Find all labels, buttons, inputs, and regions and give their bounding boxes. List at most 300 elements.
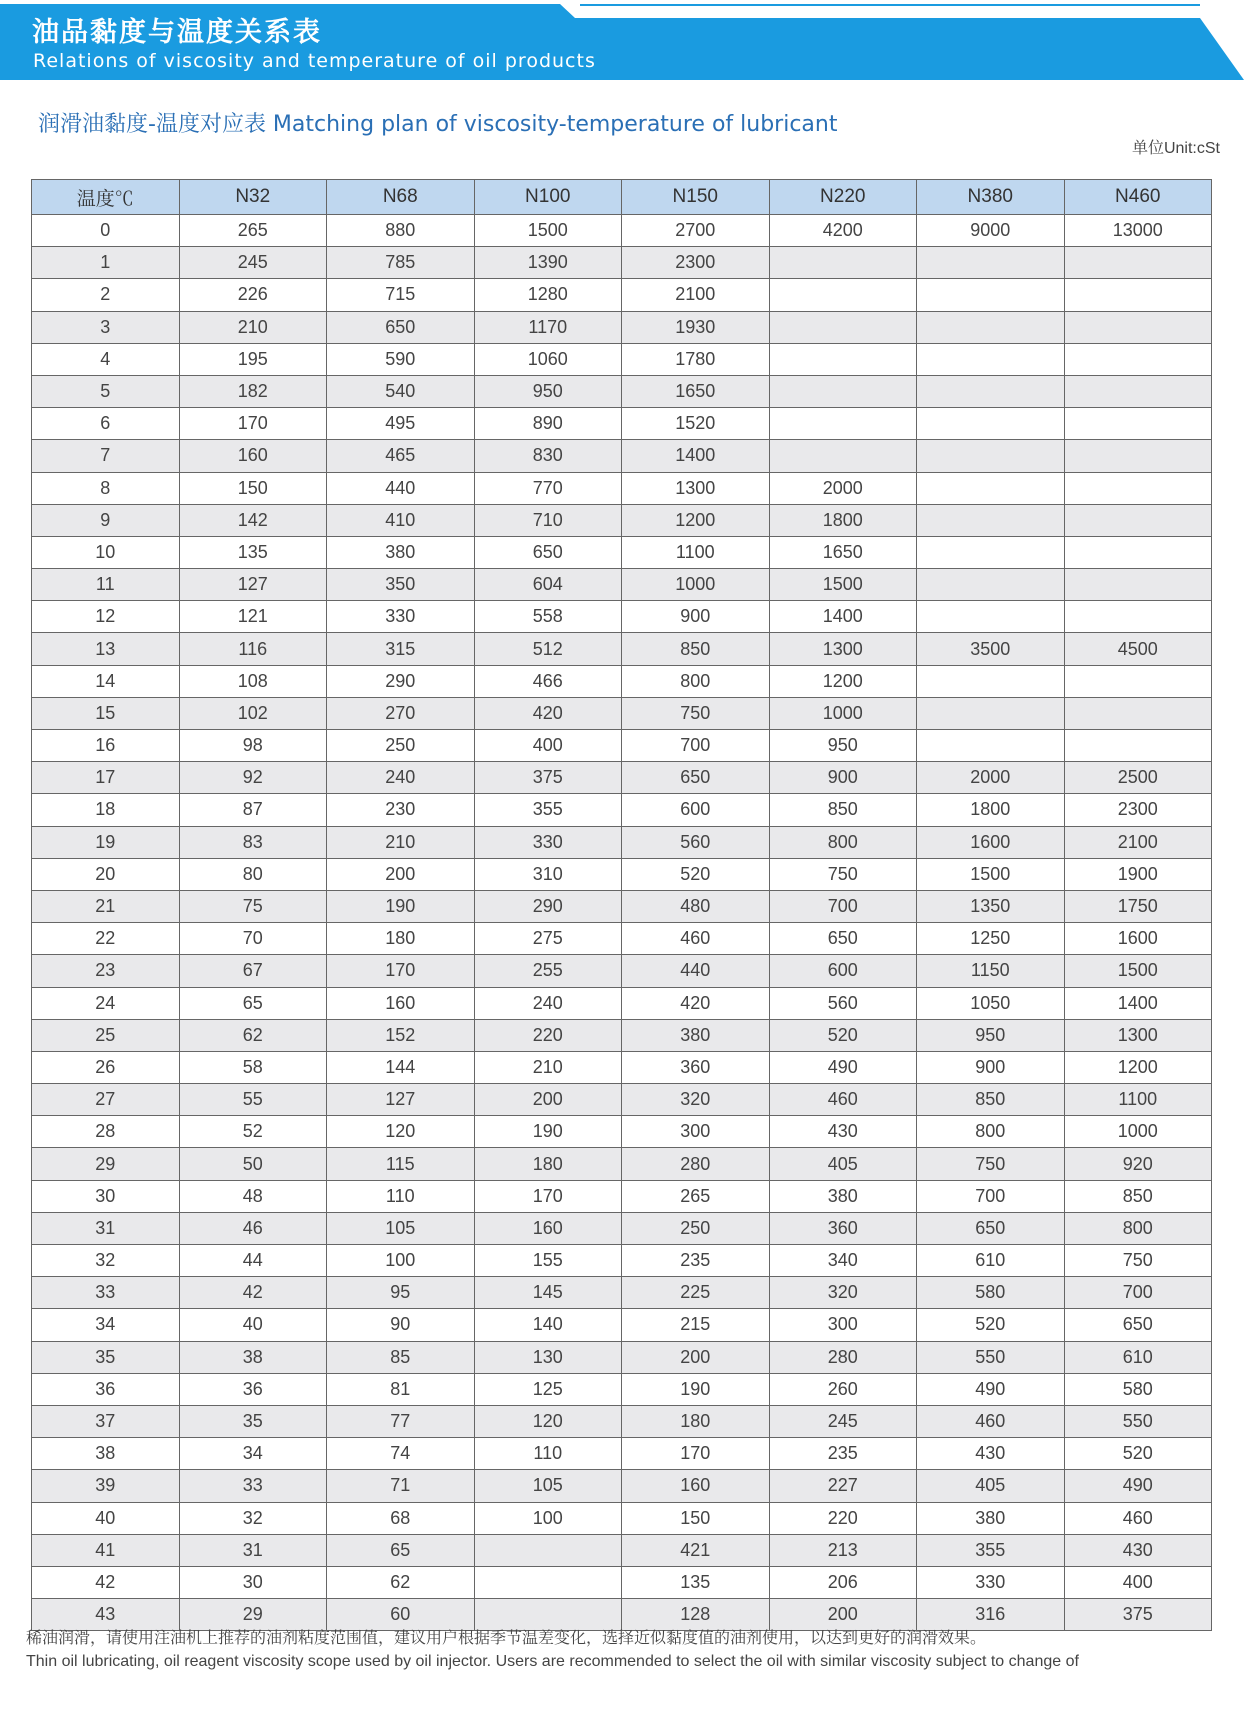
table-row: [32, 1148, 1212, 1180]
viscosity-cell: 150: [622, 1502, 770, 1534]
viscosity-cell: 80: [179, 858, 327, 890]
viscosity-cell: 300: [622, 1116, 770, 1148]
viscosity-cell: 1200: [622, 504, 770, 536]
viscosity-cell: 315: [327, 633, 475, 665]
viscosity-cell: [917, 697, 1065, 729]
viscosity-cell: 604: [474, 569, 622, 601]
viscosity-cell: 490: [769, 1051, 917, 1083]
viscosity-cell: 785: [327, 247, 475, 279]
temperature-cell: 31: [32, 1212, 180, 1244]
viscosity-cell: 495: [327, 408, 475, 440]
table-row: [32, 569, 1212, 601]
viscosity-cell: 105: [327, 1212, 475, 1244]
viscosity-cell: 480: [622, 890, 770, 922]
viscosity-cell: 127: [327, 1084, 475, 1116]
viscosity-cell: 98: [179, 730, 327, 762]
header-banner: [0, 0, 1250, 80]
table-row: [32, 343, 1212, 375]
viscosity-cell: 880: [327, 215, 475, 247]
viscosity-cell: 226: [179, 279, 327, 311]
viscosity-cell: 1060: [474, 343, 622, 375]
table-row: [32, 987, 1212, 1019]
viscosity-cell: 38: [179, 1341, 327, 1373]
viscosity-cell: 558: [474, 601, 622, 633]
table-row: [32, 794, 1212, 826]
viscosity-cell: 105: [474, 1470, 622, 1502]
viscosity-cell: 1400: [622, 440, 770, 472]
viscosity-cell: [917, 665, 1065, 697]
viscosity-cell: 1000: [622, 569, 770, 601]
table-row: [32, 1309, 1212, 1341]
viscosity-cell: 465: [327, 440, 475, 472]
viscosity-cell: 1250: [917, 923, 1065, 955]
viscosity-cell: 750: [917, 1148, 1065, 1180]
column-header: N32: [179, 180, 327, 215]
viscosity-cell: 490: [1064, 1470, 1212, 1502]
viscosity-cell: 71: [327, 1470, 475, 1502]
viscosity-cell: 2000: [769, 472, 917, 504]
viscosity-cell: 160: [179, 440, 327, 472]
viscosity-cell: 380: [327, 536, 475, 568]
viscosity-cell: 320: [622, 1084, 770, 1116]
viscosity-cell: 245: [769, 1405, 917, 1437]
column-header: 温度℃: [32, 180, 180, 215]
viscosity-cell: 220: [474, 1019, 622, 1051]
viscosity-cell: 460: [917, 1405, 1065, 1437]
viscosity-cell: 300: [769, 1309, 917, 1341]
viscosity-cell: 44: [179, 1245, 327, 1277]
viscosity-cell: 405: [917, 1470, 1065, 1502]
viscosity-cell: 580: [1064, 1373, 1212, 1405]
viscosity-cell: 405: [769, 1148, 917, 1180]
viscosity-cell: 420: [622, 987, 770, 1019]
viscosity-cell: [1064, 279, 1212, 311]
viscosity-cell: 13000: [1064, 215, 1212, 247]
viscosity-cell: 1600: [1064, 923, 1212, 955]
viscosity-cell: 77: [327, 1405, 475, 1437]
temperature-cell: 7: [32, 440, 180, 472]
viscosity-cell: 520: [622, 858, 770, 890]
viscosity-cell: 65: [327, 1534, 475, 1566]
column-header: N68: [327, 180, 475, 215]
viscosity-cell: 210: [327, 826, 475, 858]
temperature-cell: 16: [32, 730, 180, 762]
viscosity-cell: 1930: [622, 311, 770, 343]
viscosity-cell: [1064, 569, 1212, 601]
viscosity-cell: 700: [1064, 1277, 1212, 1309]
viscosity-cell: [769, 279, 917, 311]
table-row: [32, 1470, 1212, 1502]
viscosity-cell: 715: [327, 279, 475, 311]
unit-label: 单位Unit:cSt: [1131, 140, 1220, 157]
viscosity-cell: 100: [327, 1245, 475, 1277]
viscosity-cell: 490: [917, 1373, 1065, 1405]
viscosity-cell: 710: [474, 504, 622, 536]
viscosity-cell: 800: [769, 826, 917, 858]
temperature-cell: 29: [32, 1148, 180, 1180]
viscosity-cell: 330: [327, 601, 475, 633]
viscosity-cell: 265: [179, 215, 327, 247]
viscosity-cell: 170: [179, 408, 327, 440]
viscosity-cell: 1800: [769, 504, 917, 536]
viscosity-cell: 170: [474, 1180, 622, 1212]
viscosity-cell: 265: [622, 1180, 770, 1212]
banner-title-zh: 油品黏度与温度关系表: [32, 17, 322, 48]
viscosity-cell: [769, 311, 917, 343]
viscosity-cell: 128: [622, 1599, 770, 1631]
viscosity-cell: 750: [1064, 1245, 1212, 1277]
temperature-cell: 35: [32, 1341, 180, 1373]
viscosity-cell: 950: [474, 375, 622, 407]
viscosity-cell: 67: [179, 955, 327, 987]
banner-title-en: Relations of viscosity and temperature of oil products: [33, 50, 596, 72]
temperature-cell: 18: [32, 794, 180, 826]
temperature-cell: 22: [32, 923, 180, 955]
viscosity-cell: 31: [179, 1534, 327, 1566]
table-row: [32, 1084, 1212, 1116]
viscosity-cell: 316: [917, 1599, 1065, 1631]
viscosity-cell: 235: [769, 1438, 917, 1470]
temperature-cell: 43: [32, 1599, 180, 1631]
viscosity-cell: 375: [474, 762, 622, 794]
viscosity-cell: 950: [917, 1019, 1065, 1051]
viscosity-cell: 81: [327, 1373, 475, 1405]
viscosity-cell: [1064, 665, 1212, 697]
viscosity-cell: [1064, 730, 1212, 762]
viscosity-cell: 200: [769, 1599, 917, 1631]
viscosity-cell: 115: [327, 1148, 475, 1180]
viscosity-cell: [917, 536, 1065, 568]
viscosity-cell: [917, 408, 1065, 440]
temperature-cell: 26: [32, 1051, 180, 1083]
temperature-cell: 14: [32, 665, 180, 697]
temperature-cell: 6: [32, 408, 180, 440]
viscosity-cell: 400: [474, 730, 622, 762]
table-row: [32, 601, 1212, 633]
viscosity-cell: 227: [769, 1470, 917, 1502]
viscosity-cell: 460: [622, 923, 770, 955]
viscosity-cell: [917, 472, 1065, 504]
viscosity-cell: [1064, 472, 1212, 504]
viscosity-cell: 34: [179, 1438, 327, 1470]
viscosity-cell: 750: [622, 697, 770, 729]
table-row: [32, 375, 1212, 407]
viscosity-cell: [1064, 601, 1212, 633]
table-row: [32, 1116, 1212, 1148]
viscosity-cell: [769, 408, 917, 440]
column-header: N460: [1064, 180, 1212, 215]
viscosity-cell: [769, 247, 917, 279]
viscosity-cell: 850: [1064, 1180, 1212, 1212]
viscosity-cell: 135: [179, 536, 327, 568]
viscosity-cell: 420: [474, 697, 622, 729]
temperature-cell: 30: [32, 1180, 180, 1212]
viscosity-cell: 125: [474, 1373, 622, 1405]
table-row: [32, 1180, 1212, 1212]
viscosity-cell: 360: [622, 1051, 770, 1083]
viscosity-cell: 380: [622, 1019, 770, 1051]
temperature-cell: 12: [32, 601, 180, 633]
viscosity-cell: [917, 440, 1065, 472]
viscosity-cell: 200: [327, 858, 475, 890]
viscosity-cell: 160: [622, 1470, 770, 1502]
viscosity-cell: 200: [474, 1084, 622, 1116]
viscosity-cell: [917, 247, 1065, 279]
viscosity-cell: 55: [179, 1084, 327, 1116]
viscosity-cell: 1500: [769, 569, 917, 601]
viscosity-cell: 2300: [1064, 794, 1212, 826]
viscosity-cell: 110: [474, 1438, 622, 1470]
viscosity-cell: 160: [327, 987, 475, 1019]
viscosity-cell: [769, 440, 917, 472]
viscosity-cell: 850: [917, 1084, 1065, 1116]
viscosity-cell: 83: [179, 826, 327, 858]
viscosity-cell: 92: [179, 762, 327, 794]
viscosity-cell: 40: [179, 1309, 327, 1341]
viscosity-cell: 310: [474, 858, 622, 890]
viscosity-cell: 35: [179, 1405, 327, 1437]
temperature-cell: 40: [32, 1502, 180, 1534]
viscosity-cell: 29: [179, 1599, 327, 1631]
viscosity-cell: 220: [769, 1502, 917, 1534]
viscosity-cell: 215: [622, 1309, 770, 1341]
viscosity-cell: 120: [474, 1405, 622, 1437]
viscosity-cell: 580: [917, 1277, 1065, 1309]
viscosity-cell: 260: [769, 1373, 917, 1405]
viscosity-cell: 430: [1064, 1534, 1212, 1566]
table-header-row: [32, 180, 1212, 215]
viscosity-cell: 75: [179, 890, 327, 922]
viscosity-cell: 230: [327, 794, 475, 826]
viscosity-cell: 850: [769, 794, 917, 826]
viscosity-cell: [1064, 697, 1212, 729]
viscosity-cell: 890: [474, 408, 622, 440]
viscosity-cell: 1500: [917, 858, 1065, 890]
viscosity-cell: 280: [622, 1148, 770, 1180]
viscosity-cell: [1064, 440, 1212, 472]
viscosity-cell: 2500: [1064, 762, 1212, 794]
table-row: [32, 311, 1212, 343]
viscosity-cell: 46: [179, 1212, 327, 1244]
viscosity-cell: 33: [179, 1470, 327, 1502]
viscosity-cell: 330: [917, 1566, 1065, 1598]
viscosity-cell: 1900: [1064, 858, 1212, 890]
viscosity-cell: 280: [769, 1341, 917, 1373]
table-row: [32, 1566, 1212, 1598]
temperature-cell: 10: [32, 536, 180, 568]
temperature-cell: 13: [32, 633, 180, 665]
table-row: [32, 504, 1212, 536]
viscosity-cell: 355: [917, 1534, 1065, 1566]
temperature-cell: 3: [32, 311, 180, 343]
viscosity-cell: 560: [769, 987, 917, 1019]
temperature-cell: 41: [32, 1534, 180, 1566]
viscosity-cell: 240: [327, 762, 475, 794]
viscosity-cell: 520: [769, 1019, 917, 1051]
viscosity-cell: 180: [474, 1148, 622, 1180]
viscosity-cell: 920: [1064, 1148, 1212, 1180]
viscosity-cell: 120: [327, 1116, 475, 1148]
viscosity-cell: 540: [327, 375, 475, 407]
viscosity-cell: 520: [1064, 1438, 1212, 1470]
viscosity-cell: 440: [327, 472, 475, 504]
viscosity-cell: 1500: [1064, 955, 1212, 987]
viscosity-cell: [1064, 375, 1212, 407]
temperature-cell: 11: [32, 569, 180, 601]
viscosity-cell: 1650: [622, 375, 770, 407]
viscosity-cell: 42: [179, 1277, 327, 1309]
viscosity-cell: 1600: [917, 826, 1065, 858]
viscosity-cell: 1520: [622, 408, 770, 440]
viscosity-cell: 1280: [474, 279, 622, 311]
viscosity-cell: 650: [1064, 1309, 1212, 1341]
viscosity-cell: 9000: [917, 215, 1065, 247]
viscosity-cell: 430: [917, 1438, 1065, 1470]
viscosity-cell: 210: [179, 311, 327, 343]
viscosity-cell: 421: [622, 1534, 770, 1566]
viscosity-cell: [474, 1534, 622, 1566]
temperature-cell: 42: [32, 1566, 180, 1598]
viscosity-cell: 1500: [474, 215, 622, 247]
temperature-cell: 37: [32, 1405, 180, 1437]
column-header: N220: [769, 180, 917, 215]
table-row: [32, 1373, 1212, 1405]
temperature-cell: 9: [32, 504, 180, 536]
viscosity-cell: 250: [622, 1212, 770, 1244]
temperature-cell: 39: [32, 1470, 180, 1502]
viscosity-cell: 142: [179, 504, 327, 536]
viscosity-cell: 950: [769, 730, 917, 762]
footnote: [26, 1626, 1226, 1674]
viscosity-cell: 1350: [917, 890, 1065, 922]
temperature-cell: 34: [32, 1309, 180, 1341]
viscosity-cell: 2100: [622, 279, 770, 311]
viscosity-cell: 85: [327, 1341, 475, 1373]
table-row: [32, 665, 1212, 697]
temperature-cell: 24: [32, 987, 180, 1019]
viscosity-cell: 650: [474, 536, 622, 568]
viscosity-cell: 62: [179, 1019, 327, 1051]
temperature-cell: 36: [32, 1373, 180, 1405]
table-row: [32, 730, 1212, 762]
viscosity-cell: 50: [179, 1148, 327, 1180]
viscosity-cell: 850: [622, 633, 770, 665]
viscosity-cell: 155: [474, 1245, 622, 1277]
viscosity-cell: 190: [622, 1373, 770, 1405]
table-row: [32, 440, 1212, 472]
viscosity-cell: 116: [179, 633, 327, 665]
table-row: [32, 1438, 1212, 1470]
viscosity-cell: 650: [917, 1212, 1065, 1244]
viscosity-cell: 170: [327, 955, 475, 987]
table-row: [32, 215, 1212, 247]
temperature-cell: 28: [32, 1116, 180, 1148]
viscosity-cell: 350: [327, 569, 475, 601]
table-row: [32, 1245, 1212, 1277]
viscosity-cell: [917, 311, 1065, 343]
viscosity-cell: [1064, 343, 1212, 375]
viscosity-cell: 180: [327, 923, 475, 955]
viscosity-cell: 520: [917, 1309, 1065, 1341]
temperature-cell: 15: [32, 697, 180, 729]
viscosity-cell: [1064, 247, 1212, 279]
viscosity-cell: 190: [474, 1116, 622, 1148]
column-header: N150: [622, 180, 770, 215]
viscosity-cell: 560: [622, 826, 770, 858]
viscosity-cell: 900: [622, 601, 770, 633]
viscosity-cell: 195: [179, 343, 327, 375]
viscosity-cell: 240: [474, 987, 622, 1019]
viscosity-table: [31, 179, 1212, 1631]
temperature-cell: 19: [32, 826, 180, 858]
temperature-cell: 5: [32, 375, 180, 407]
viscosity-cell: 2700: [622, 215, 770, 247]
viscosity-cell: [917, 504, 1065, 536]
viscosity-cell: 90: [327, 1309, 475, 1341]
viscosity-cell: 210: [474, 1051, 622, 1083]
viscosity-cell: 466: [474, 665, 622, 697]
table-row: [32, 697, 1212, 729]
temperature-cell: 20: [32, 858, 180, 890]
temperature-cell: 38: [32, 1438, 180, 1470]
temperature-cell: 23: [32, 955, 180, 987]
viscosity-cell: 110: [327, 1180, 475, 1212]
table-row: [32, 1051, 1212, 1083]
viscosity-cell: 550: [917, 1341, 1065, 1373]
viscosity-cell: [474, 1566, 622, 1598]
viscosity-cell: 900: [769, 762, 917, 794]
viscosity-cell: 130: [474, 1341, 622, 1373]
viscosity-cell: 900: [917, 1051, 1065, 1083]
viscosity-cell: 512: [474, 633, 622, 665]
viscosity-cell: 360: [769, 1212, 917, 1244]
table-row: [32, 1019, 1212, 1051]
viscosity-cell: [1064, 536, 1212, 568]
viscosity-cell: 200: [622, 1341, 770, 1373]
viscosity-cell: 108: [179, 665, 327, 697]
viscosity-cell: 1050: [917, 987, 1065, 1019]
table-row: [32, 279, 1212, 311]
viscosity-cell: 460: [1064, 1502, 1212, 1534]
temperature-cell: 0: [32, 215, 180, 247]
viscosity-cell: 320: [769, 1277, 917, 1309]
viscosity-cell: 1400: [1064, 987, 1212, 1019]
temperature-cell: 21: [32, 890, 180, 922]
viscosity-cell: 127: [179, 569, 327, 601]
temperature-cell: 4: [32, 343, 180, 375]
temperature-cell: 8: [32, 472, 180, 504]
table-row: [32, 1277, 1212, 1309]
table-row: [32, 955, 1212, 987]
viscosity-cell: 375: [1064, 1599, 1212, 1631]
viscosity-cell: [1064, 504, 1212, 536]
viscosity-cell: 1390: [474, 247, 622, 279]
viscosity-cell: 2300: [622, 247, 770, 279]
viscosity-cell: 95: [327, 1277, 475, 1309]
viscosity-cell: 190: [327, 890, 475, 922]
viscosity-cell: 770: [474, 472, 622, 504]
viscosity-cell: 800: [917, 1116, 1065, 1148]
viscosity-cell: 255: [474, 955, 622, 987]
viscosity-cell: 550: [1064, 1405, 1212, 1437]
viscosity-cell: 400: [1064, 1566, 1212, 1598]
viscosity-cell: 355: [474, 794, 622, 826]
table-row: [32, 472, 1212, 504]
viscosity-cell: 121: [179, 601, 327, 633]
viscosity-cell: 4500: [1064, 633, 1212, 665]
viscosity-cell: 62: [327, 1566, 475, 1598]
viscosity-cell: 275: [474, 923, 622, 955]
